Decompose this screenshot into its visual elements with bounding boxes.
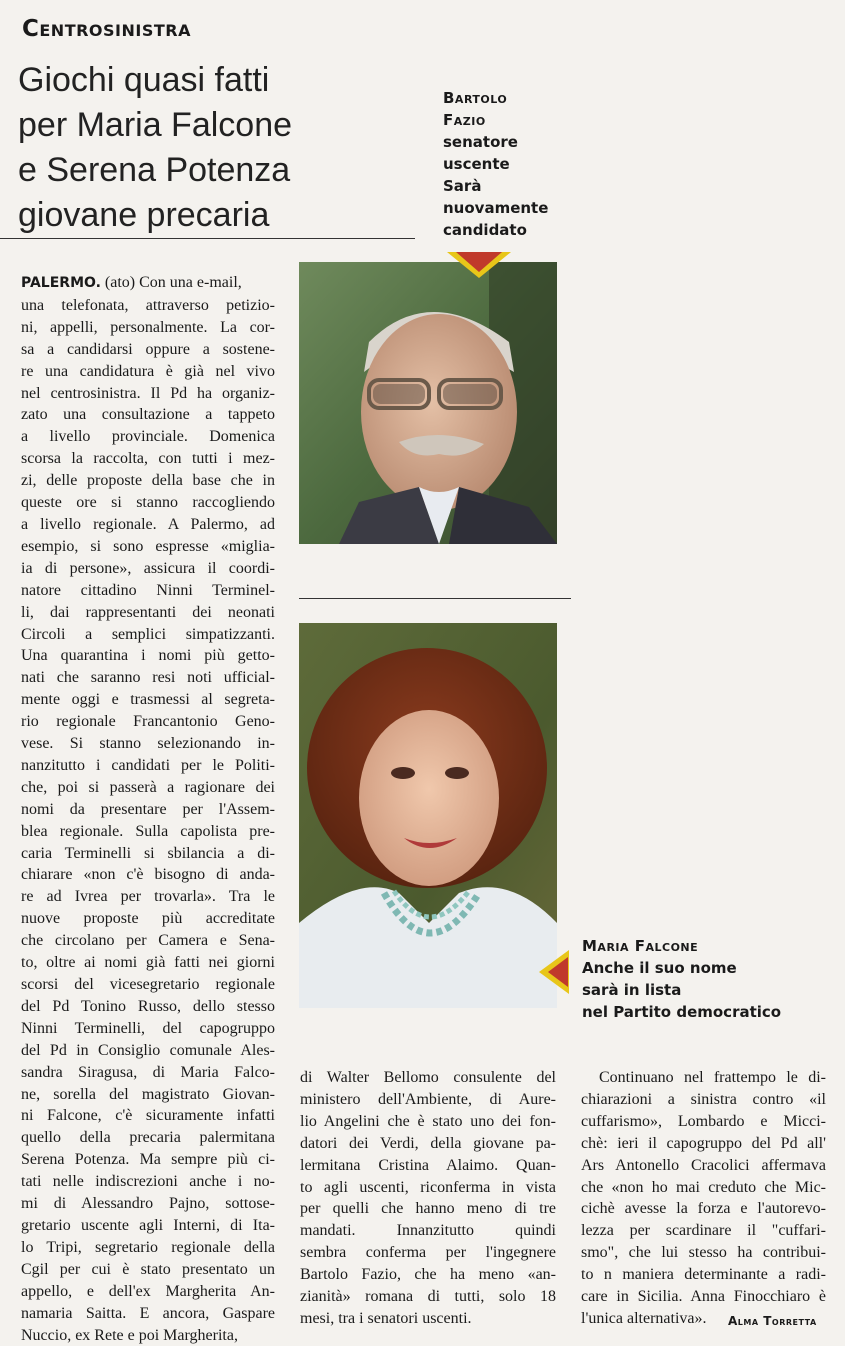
article-line: li, dai rappresentanti dei neonati (21, 602, 275, 624)
article-line: mi di Alessandro Pajno, sottose- (21, 1193, 275, 1215)
article-line: sa a candidarsi oppure a sostene- (21, 339, 275, 361)
article-line: tati nelle indiscrezioni anche i no- (21, 1171, 275, 1193)
article-line: Una quarantina i nomi più getto- (21, 645, 275, 667)
article-line: zato una consultazione a tappeto (21, 404, 275, 426)
article-line: to agli uscenti, riconferma in vista (300, 1177, 556, 1199)
article-line: chiarare «non c'è bisogno di anda- (21, 864, 275, 886)
article-line: che «non ho mai creduto che Mic- (581, 1177, 826, 1199)
portrait-woman-image (299, 623, 557, 1008)
photo-maria-falcone (299, 623, 557, 1008)
caption-text: candidato (443, 219, 548, 241)
caption-text: nel Partito democratico (582, 1001, 781, 1023)
article-line: lezza per scardinare il "cuffari- (581, 1220, 826, 1242)
article-line: re ad Ivrea per trovarla». Tra le (21, 886, 275, 908)
article-line: vese. Si stanno selezionando in- (21, 733, 275, 755)
article-line: chè: ieri il capogruppo del Pd all' (581, 1133, 826, 1155)
article-line: Serena Potenza. Ma sempre più ci- (21, 1149, 275, 1171)
article-line: to, oltre ai nomi già fatti nei giorni (21, 952, 275, 974)
article-line: scorsi del vicesegretario regionale (21, 974, 275, 996)
photo-bartolo-fazio (299, 262, 557, 544)
article-line: di Walter Bellomo consulente del (300, 1067, 556, 1089)
article-line: del Pd in Consiglio comunale Ales- (21, 1040, 275, 1062)
caption-pointer-red (456, 252, 502, 272)
caption-text: Anche il suo nome (582, 957, 781, 979)
caption-text: uscente (443, 153, 548, 175)
headline-line: Giochi quasi fatti (18, 58, 398, 103)
article-line: appello, e dell'ex Margherita An- (21, 1281, 275, 1303)
caption-text: Sarà (443, 175, 548, 197)
article-column-1 (21, 272, 275, 1346)
headline-line: per Maria Falcone (18, 103, 398, 148)
headline-line: e Serena Potenza (18, 148, 398, 193)
article-line: sembra conferma per l'ingegnere (300, 1242, 556, 1264)
article-line: a livello regionale. A Palermo, ad (21, 514, 275, 536)
headline-line: giovane precaria (18, 193, 398, 238)
article-line: lermitana Cristina Alaimo. Quan- (300, 1155, 556, 1177)
article-line: rio regionale Francantonio Geno- (21, 711, 275, 733)
article-line: Nuccio, ex Rete e poi Margherita, (21, 1325, 275, 1346)
article-line: del Pd Tonino Russo, dello stesso (21, 996, 275, 1018)
article-line: l'unica alternativa». (581, 1308, 826, 1330)
caption-name: Bartolo (443, 87, 548, 109)
article-line: mente oggi e trasmessi al segreta- (21, 689, 275, 711)
article-line: Continuano nel frattempo le di- (581, 1067, 826, 1089)
headline-rule (0, 238, 415, 239)
article-line: blea regionale. Sulla capolista pre- (21, 821, 275, 843)
article-line: ia di persone», assicura il coordi- (21, 558, 275, 580)
article-line: nuove proposte più accreditate (21, 908, 275, 930)
article-line: per quelli che hanno meno di tre (300, 1198, 556, 1220)
section-kicker: Centrosinistra (22, 16, 191, 42)
photo-divider (299, 598, 571, 599)
caption-fazio (443, 87, 548, 241)
article-line: zi, delle proposte della base che in (21, 470, 275, 492)
article-line: a livello provinciale. Domenica (21, 426, 275, 448)
portrait-man-image (299, 262, 557, 544)
article-line: Circoli a semplici simpatizzanti. (21, 624, 275, 646)
article-line: cichè avesse la forza e l'autorevo- (581, 1198, 826, 1220)
article-line: re una candidatura è già nel vivo (21, 361, 275, 383)
article-line: care in Sicilia. Anna Finocchiaro è (581, 1286, 826, 1308)
article-line: chiarazioni a sinistra contro «il (581, 1089, 826, 1111)
caption-pointer-red (548, 957, 568, 987)
article-line: datori dei Verdi, della giovane pa- (300, 1133, 556, 1155)
article-line: ni Falcone, c'è sicuramente infatti (21, 1105, 275, 1127)
article-line: una telefonata, attraverso petizio- (21, 295, 275, 317)
article-line: che, poi si passerà a ragionare dei (21, 777, 275, 799)
dateline: PALERMO. (21, 275, 101, 291)
article-line: smo", che lui stesso ha contribui- (581, 1242, 826, 1264)
article-line: cuffarismo», Lombardo e Micci- (581, 1111, 826, 1133)
article-line: scorsa la raccolta, con tutti i mez- (21, 448, 275, 470)
article-line: mesi, tra i senatori uscenti. (300, 1308, 556, 1330)
article-line: ni, appelli, personalmente. La cor- (21, 317, 275, 339)
article-line: Bartolo Fazio, che ha meno «an- (300, 1264, 556, 1286)
headline (18, 58, 398, 238)
article-line: natore cittadino Ninni Terminel- (21, 580, 275, 602)
article-line: to n maniera determinante a radi- (581, 1264, 826, 1286)
article-line: nel centrosinistra. Il Pd ha organiz- (21, 383, 275, 405)
article-column-3 (581, 1067, 826, 1330)
article-line: ministero dell'Ambiente, di Aure- (300, 1089, 556, 1111)
article-line: esempio, si sono espresse «miglia- (21, 536, 275, 558)
article-line: sandra Siragusa, di Maria Falco- (21, 1062, 275, 1084)
article-line: caria Terminelli si sbilancia a di- (21, 843, 275, 865)
article-line: nati che saranno resi noti ufficial- (21, 667, 275, 689)
article-line: Ninni Terminelli, del capogruppo (21, 1018, 275, 1040)
article-line: zianità» romana di tutti, solo 18 (300, 1286, 556, 1308)
caption-falcone (582, 935, 781, 1023)
article-line: namaria Saitta. E ancora, Gaspare (21, 1303, 275, 1325)
article-line: che circolano per Camera e Sena- (21, 930, 275, 952)
caption-text: nuovamente (443, 197, 548, 219)
article-line: mandati. Innanzitutto quindi (300, 1220, 556, 1242)
author-signature: Alma Torretta (728, 1314, 817, 1328)
article-column-2 (300, 1067, 556, 1330)
caption-text: sarà in lista (582, 979, 781, 1001)
article-line: PALERMO. (ato) Con una e-mail, (21, 272, 275, 295)
article-line: gretario uscente agli Interni, di Ita- (21, 1215, 275, 1237)
article-line: quello della precaria palermitana (21, 1127, 275, 1149)
article-line: Ars Antonello Cracolici affermava (581, 1155, 826, 1177)
article-line: lo Tripi, segretario regionale della (21, 1237, 275, 1259)
caption-name: Fazio (443, 109, 548, 131)
article-line: queste ore si stanno raccogliendo (21, 492, 275, 514)
caption-name: Maria Falcone (582, 935, 781, 957)
article-line: ne, sorella del magistrato Giovan- (21, 1084, 275, 1106)
article-line: lio Angelini che è stato uno dei fon- (300, 1111, 556, 1133)
article-line: nanzitutto i candidati per le Politi- (21, 755, 275, 777)
article-line: nomi da presentare per l'Assem- (21, 799, 275, 821)
caption-text: senatore (443, 131, 548, 153)
article-line: Cgil per cui è stato presentato un (21, 1259, 275, 1281)
